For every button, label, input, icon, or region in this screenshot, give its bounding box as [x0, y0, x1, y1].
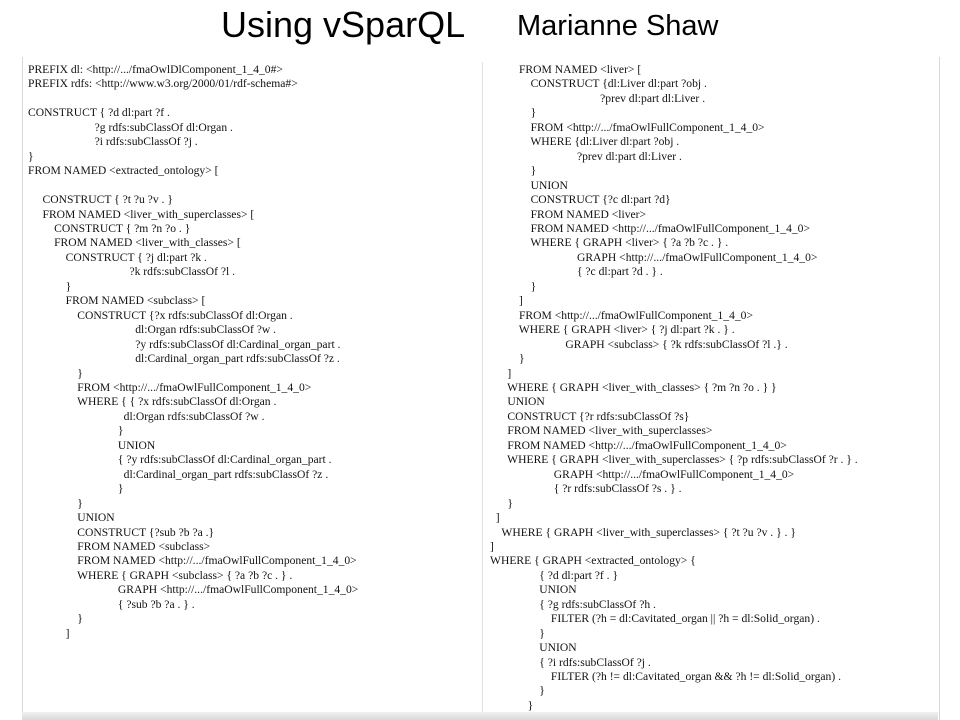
right_column-line: } — [490, 684, 545, 698]
right_column-line: WHERE { GRAPH <liver_with_superclasses> { ?p rdfs:subClassOf ?r . } . — [490, 453, 858, 467]
right_column-line: WHERE { GRAPH <liver_with_classes> { ?m ?n ?o . } } — [490, 380, 777, 394]
left_column-line: FROM NAMED <liver_with_superclasses> [ — [28, 207, 255, 221]
left_column-line: ?y rdfs:subClassOf dl:Cardinal_organ_part . — [28, 337, 341, 351]
right_column-line: WHERE { GRAPH <liver> { ?a ?b ?c . } . — [490, 236, 729, 250]
right_column-line: } — [490, 352, 525, 366]
left_column-line: } — [28, 496, 83, 510]
left_column-line: CONSTRUCT { ?d dl:part ?f . — [28, 106, 170, 120]
right_column-line: GRAPH <subclass> { ?k rdfs:subClassOf ?l .} . — [490, 337, 788, 351]
left_column-line: CONSTRUCT { ?m ?n ?o . } — [28, 221, 191, 235]
right_column-line: CONSTRUCT {?r rdfs:subClassOf ?s} — [490, 409, 690, 423]
right_column-line: } — [490, 626, 545, 640]
right_column-line: GRAPH <http://.../fmaOwlFullComponent_1_4_0> — [490, 250, 818, 264]
left_column-line: ?k rdfs:subClassOf ?l . — [28, 265, 236, 279]
left_column-line: ?i rdfs:subClassOf ?j . — [28, 135, 198, 149]
right_column-line: ] — [490, 366, 512, 380]
left_column-line: FROM NAMED <subclass> — [28, 539, 211, 553]
left_column-line: { ?sub ?b ?a . } . — [28, 597, 195, 611]
left_column-line: FROM NAMED <liver_with_classes> [ — [28, 236, 241, 250]
column-divider — [482, 62, 483, 720]
right_column-line: { ?d dl:part ?f . } — [490, 568, 619, 582]
right_column-line: FROM NAMED <http://.../fmaOwlFullComponent_1_4_0> — [490, 438, 787, 452]
right_column-line: UNION — [490, 583, 577, 597]
right_column-line: { ?r rdfs:subClassOf ?s . } . — [490, 482, 682, 496]
right_column-line: } — [490, 164, 537, 178]
right_column-line: ?prev dl:part dl:Liver . — [490, 91, 706, 105]
left_column-line: } — [28, 149, 34, 163]
left_column-line: CONSTRUCT {?sub ?b ?a .} — [28, 525, 215, 539]
right_column-line: ] — [490, 539, 494, 553]
right_column-line: { ?i rdfs:subClassOf ?j . — [490, 655, 651, 669]
left_column-line: } — [28, 424, 124, 438]
right_column-line: { ?c dl:part ?d . } . — [490, 265, 663, 279]
bottom-edge-shadow — [22, 712, 938, 720]
left_column-line: UNION — [28, 438, 156, 452]
right_column-line: } — [490, 106, 537, 120]
right_column-line: FROM <http://.../fmaOwlFullComponent_1_4_0> — [490, 120, 765, 134]
left_column-line: GRAPH <http://.../fmaOwlFullComponent_1_4_0> — [28, 583, 359, 597]
right_column-line: WHERE { GRAPH <extracted_ontology> { — [490, 554, 696, 568]
right_column-line: FILTER (?h = dl:Cavitated_organ || ?h = dl:Solid_organ) . — [490, 612, 820, 626]
slide-title — [0, 4, 960, 54]
left_column-line: ] — [28, 626, 70, 640]
right_column-line: ] — [490, 294, 523, 308]
left_column-line: CONSTRUCT { ?t ?u ?v . } — [28, 193, 173, 207]
right_column-line: FILTER (?h != dl:Cavitated_organ && ?h != dl:Solid_organ) . — [490, 670, 841, 684]
left_column-line: WHERE { { ?x rdfs:subClassOf dl:Organ . — [28, 395, 277, 409]
right_column-line: FROM NAMED <http://.../fmaOwlFullComponent_1_4_0> — [490, 221, 810, 235]
left_column-line: PREFIX dl: <http://.../fmaOwlDlComponent_1_4_0#> — [28, 63, 283, 76]
left_column-line: } — [28, 482, 124, 496]
right_column-line: ] — [490, 511, 500, 525]
right_column-line: UNION — [490, 641, 577, 655]
right_column-line: CONSTRUCT {?c dl:part ?d} — [490, 193, 671, 207]
left_column-line: FROM <http://.../fmaOwlFullComponent_1_4_0> — [28, 380, 312, 394]
right_column-line: } — [490, 279, 537, 293]
code-panel — [22, 57, 940, 720]
left_column-line: dl:Organ rdfs:subClassOf ?w . — [28, 323, 277, 337]
left_column-line: PREFIX rdfs: <http://www.w3.org/2000/01/rdf-schema#> — [28, 77, 298, 91]
right_column-line: { ?g rdfs:subClassOf ?h . — [490, 597, 656, 611]
right_column-line: FROM NAMED <liver> — [490, 207, 647, 221]
left_column-line: dl:Cardinal_organ_part rdfs:subClassOf ?z . — [28, 467, 329, 481]
left_column-line: dl:Cardinal_organ_part rdfs:subClassOf ?z . — [28, 352, 340, 366]
right_column-line: UNION — [490, 395, 545, 409]
right_column-line: WHERE { GRAPH <liver> { ?j dl:part ?k . } . — [490, 323, 735, 337]
right_column-line: } — [490, 698, 534, 712]
right_column-line: ?prev dl:part dl:Liver . — [490, 149, 682, 163]
title-text: Using vSparQL — [221, 4, 466, 45]
right-code-column — [490, 63, 858, 720]
right_column-line: FROM NAMED <liver_with_superclasses> — [490, 424, 713, 438]
left_column-line: FROM NAMED <http://.../fmaOwlFullComponent_1_4_0> — [28, 554, 357, 568]
right_column-line: FROM NAMED <liver> [ — [490, 63, 642, 76]
left_column-line: CONSTRUCT { ?j dl:part ?k . — [28, 250, 207, 264]
left_column-line: dl:Organ rdfs:subClassOf ?w . — [28, 409, 265, 423]
left_column-line: CONSTRUCT {?x rdfs:subClassOf dl:Organ . — [28, 308, 293, 322]
author-name: Marianne Shaw — [517, 10, 719, 42]
left_column-line: FROM NAMED <subclass> [ — [28, 294, 206, 308]
left-code-column — [28, 63, 358, 641]
left_column-line: ?g rdfs:subClassOf dl:Organ . — [28, 120, 233, 134]
left_column-line — [28, 179, 358, 193]
right_column-line: WHERE {dl:Liver dl:part ?obj . — [490, 135, 680, 149]
left_column-line: UNION — [28, 511, 115, 525]
left_column-line — [28, 92, 358, 106]
right_column-line: UNION — [490, 178, 568, 192]
left_column-line: WHERE { GRAPH <subclass> { ?a ?b ?c . } . — [28, 568, 293, 582]
right_column-line: GRAPH <http://.../fmaOwlFullComponent_1_4_0> — [490, 467, 795, 481]
left_column-line: } — [28, 366, 83, 380]
right_column-line: WHERE { GRAPH <liver_with_superclasses> { ?t ?u ?v . } . } — [490, 525, 796, 539]
left_column-line: } — [28, 612, 83, 626]
left_column-line: } — [28, 279, 72, 293]
left_column-line: FROM NAMED <extracted_ontology> [ — [28, 164, 219, 178]
right_column-line: CONSTRUCT {dl:Liver dl:part ?obj . — [490, 77, 707, 91]
right_column-line: FROM <http://.../fmaOwlFullComponent_1_4_0> — [490, 308, 753, 322]
left_column-line: { ?y rdfs:subClassOf dl:Cardinal_organ_part . — [28, 453, 332, 467]
right_column-line: } — [490, 496, 513, 510]
